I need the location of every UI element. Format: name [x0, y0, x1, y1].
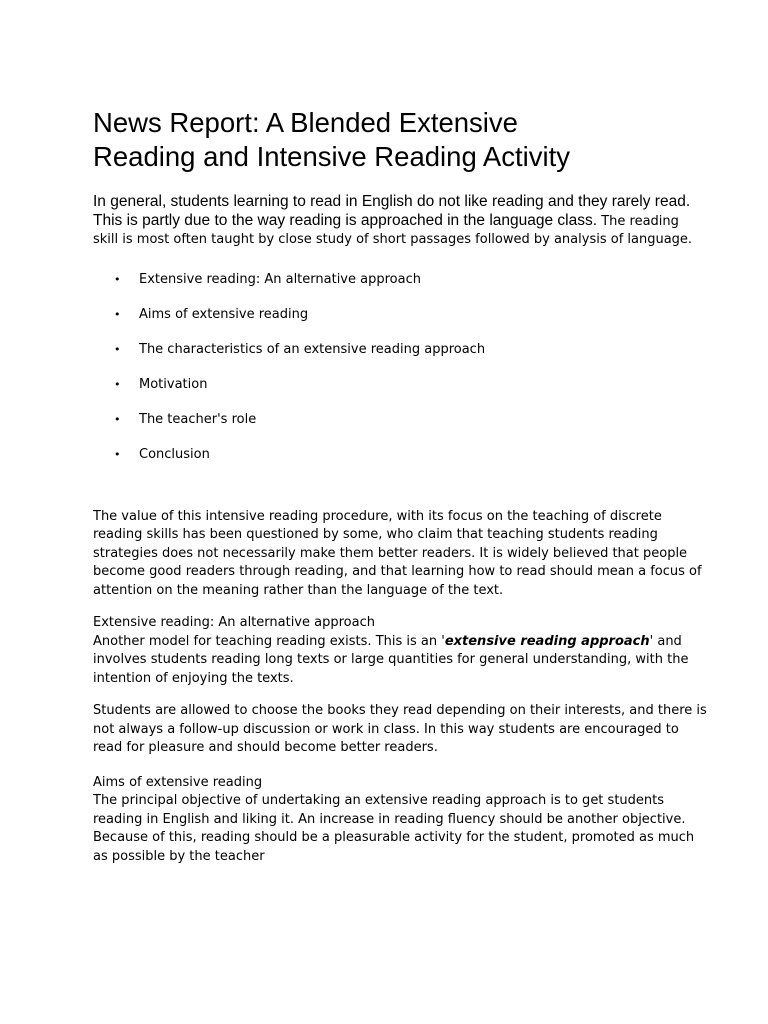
page-title-line-2: Reading and Intensive Reading Activity: [93, 141, 570, 172]
section-text-continued: ' and involves students reading long texts or large quantities for general understanding, with the intention of enjoying the texts.: [93, 633, 689, 686]
page-title-line-1: News Report: A Blended Extensive: [93, 107, 518, 138]
list-item: [114, 306, 708, 323]
list-item-label: Motivation: [139, 376, 208, 392]
bullet-icon: •: [114, 412, 121, 426]
intro-paragraph: [93, 193, 708, 249]
list-item-label: Conclusion: [139, 446, 210, 462]
bullet-icon: •: [114, 447, 121, 461]
list-item-label: The teacher's role: [139, 411, 257, 427]
section-heading: Aims of extensive reading: [93, 774, 263, 790]
page-title: [93, 106, 708, 174]
extensive-reading-section: [93, 614, 708, 688]
list-item-label: The characteristics of an extensive reading approach: [139, 341, 486, 357]
list-item: [114, 411, 708, 428]
bullet-icon: •: [114, 307, 121, 321]
list-item: [114, 341, 708, 358]
bullet-icon: •: [114, 272, 121, 286]
bullet-icon: •: [114, 342, 121, 356]
section-text: Another model for teaching reading exists. This is an ': [93, 633, 445, 649]
aims-section: [93, 774, 708, 867]
list-item: [114, 376, 708, 393]
intro-text: In general, students learning to read in English do not like reading and they rarely read. This is partly due to the way reading is approached in the language class.: [93, 193, 691, 229]
list-item: [114, 271, 708, 288]
list-item-label: Aims of extensive reading: [139, 306, 309, 322]
section-heading: Extensive reading: An alternative approach: [93, 615, 375, 630]
students-choice-paragraph: Students are allowed to choose the books they read depending on their interests, and there is not always a follow-up discussion or work in class. In this way students are encouraged to read for pleasure and should become better readers.: [93, 703, 707, 755]
bullet-icon: •: [114, 377, 121, 391]
list-item-label: Extensive reading: An alternative approach: [139, 271, 421, 287]
intro-text-small: The reading skill is most often taught by close study of short passages followed by analysis of language.: [93, 213, 693, 247]
list-item: [114, 446, 708, 463]
topics-list: [93, 271, 708, 463]
section-text: The principal objective of undertaking an extensive reading approach is to get students reading in English and liking it. An increase in reading fluency should be another objective. Because of this, reading should be a pleasurable activity for the student, promoted as much as possible by the teacher: [93, 793, 695, 864]
emphasized-term: extensive reading approach: [444, 633, 650, 649]
intensive-reading-paragraph: The value of this intensive reading procedure, with its focus on the teaching of discrete reading skills has been questioned by some, who claim that teaching students reading strategies does not necessarily make them better readers. It is widely believed that people become good readers through reading, and that learning how to read should mean a focus of attention on the meaning rather than the language of the text.: [93, 508, 702, 598]
